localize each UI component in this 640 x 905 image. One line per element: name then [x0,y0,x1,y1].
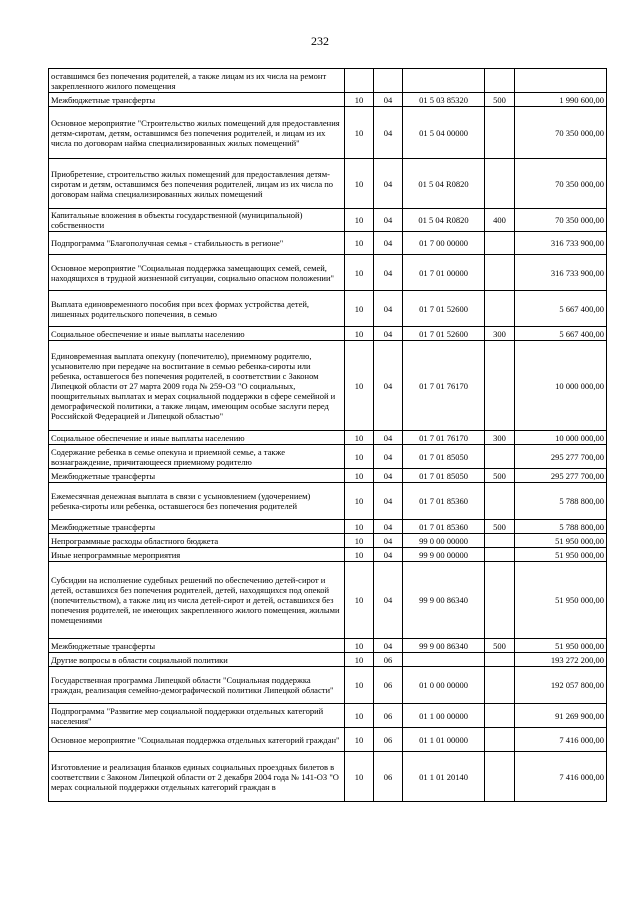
row-name-cell: Другие вопросы в области социальной политики [49,653,345,667]
row-amount-cell: 5 788 800,00 [515,520,607,534]
row-subsection-cell: 04 [374,431,403,445]
table-row [49,209,607,232]
row-name-cell: Содержание ребенка в семье опекуна и приемной семье, а также вознаграждение, причитающееся приемному родителю [49,445,345,469]
row-name-cell: Основное мероприятие "Социальная поддержка отдельных категорий граждан" [49,728,345,752]
row-target-article-cell: 01 7 00 00000 [403,232,485,255]
table-row [49,341,607,431]
row-section-cell: 10 [345,431,374,445]
row-subsection-cell: 04 [374,327,403,341]
row-section-cell: 10 [345,667,374,704]
row-expense-type-cell [485,159,515,209]
table-row [49,704,607,728]
row-target-article-cell: 01 7 01 85050 [403,469,485,483]
table-row [49,291,607,327]
row-subsection-cell: 06 [374,728,403,752]
row-expense-type-cell [485,548,515,562]
row-subsection-cell: 04 [374,562,403,639]
row-amount-cell: 51 950 000,00 [515,548,607,562]
row-expense-type-cell [485,728,515,752]
row-amount-cell: 5 667 400,00 [515,291,607,327]
row-name-cell: Изготовление и реализация бланков единых социальных проездных билетов в соответствии с Законом Липецкой области от 2 декабря 2004 года № 141-ОЗ "О мерах социальной поддержки отдельных категорий граждан в [49,752,345,802]
table-row [49,653,607,667]
row-subsection-cell: 04 [374,291,403,327]
row-name-cell: Основное мероприятие "Строительство жилых помещений для предоставления детям-сиротам, детям, оставшимся без попечения родителей, и лицам из их числа по договорам найма специализированных жилых помещений" [49,107,345,159]
row-subsection-cell: 04 [374,469,403,483]
row-section-cell: 10 [345,469,374,483]
row-subsection-cell: 06 [374,667,403,704]
row-target-article-cell: 99 9 00 86340 [403,562,485,639]
row-expense-type-cell [485,107,515,159]
row-amount-cell: 10 000 000,00 [515,431,607,445]
row-target-article-cell: 01 7 01 85360 [403,520,485,534]
row-amount-cell [515,69,607,93]
row-expense-type-cell [485,341,515,431]
budget-table [48,68,607,802]
row-target-article-cell: 01 1 00 00000 [403,704,485,728]
table-row [49,483,607,520]
table-row [49,93,607,107]
row-subsection-cell: 04 [374,548,403,562]
row-subsection-cell: 04 [374,159,403,209]
row-expense-type-cell: 500 [485,469,515,483]
row-section-cell: 10 [345,548,374,562]
row-name-cell: Капитальные вложения в объекты государственной (муниципальной) собственности [49,209,345,232]
row-name-cell: Межбюджетные трансферты [49,520,345,534]
row-expense-type-cell: 400 [485,209,515,232]
row-expense-type-cell: 500 [485,93,515,107]
row-expense-type-cell [485,752,515,802]
table-row [49,232,607,255]
row-name-cell: Социальное обеспечение и иные выплаты населению [49,327,345,341]
row-subsection-cell: 04 [374,534,403,548]
row-expense-type-cell [485,445,515,469]
row-subsection-cell: 04 [374,107,403,159]
row-subsection-cell: 04 [374,232,403,255]
row-section-cell: 10 [345,483,374,520]
table-row [49,548,607,562]
table-row [49,445,607,469]
table-row [49,728,607,752]
row-name-cell: оставшимся без попечения родителей, а также лицам из их числа на ремонт закрепленного жилого помещения [49,69,345,93]
row-target-article-cell: 01 7 01 52600 [403,291,485,327]
row-amount-cell: 5 788 800,00 [515,483,607,520]
row-amount-cell: 192 057 800,00 [515,667,607,704]
row-amount-cell: 295 277 700,00 [515,445,607,469]
row-target-article-cell: 01 7 01 52600 [403,327,485,341]
row-name-cell: Основное мероприятие "Социальная поддержка замещающих семей, семей, находящихся в трудной жизненной ситуации, социально опасном положении" [49,255,345,291]
row-section-cell: 10 [345,728,374,752]
row-amount-cell: 70 350 000,00 [515,209,607,232]
row-expense-type-cell [485,653,515,667]
budget-table-body [49,69,607,802]
row-expense-type-cell: 500 [485,639,515,653]
table-row [49,752,607,802]
row-amount-cell: 193 272 200,00 [515,653,607,667]
row-amount-cell: 295 277 700,00 [515,469,607,483]
table-row [49,534,607,548]
row-expense-type-cell [485,562,515,639]
row-section-cell: 10 [345,159,374,209]
row-amount-cell: 91 269 900,00 [515,704,607,728]
row-expense-type-cell: 300 [485,431,515,445]
row-section-cell: 10 [345,520,374,534]
row-amount-cell: 70 350 000,00 [515,159,607,209]
row-name-cell: Субсидии на исполнение судебных решений по обеспечению детей-сирот и детей, оставшихся без попечения родителей, детей, находящихся под опекой (попечительством), а также лиц из числа детей-сирот и детей, оставшихся без попечения родителей, не имеющих закрепленного жилого помещения, жилыми помещениями [49,562,345,639]
row-name-cell: Социальное обеспечение и иные выплаты населению [49,431,345,445]
row-section-cell: 10 [345,653,374,667]
row-subsection-cell: 06 [374,704,403,728]
row-target-article-cell: 01 5 04 R0820 [403,209,485,232]
row-section-cell: 10 [345,107,374,159]
row-name-cell: Иные непрограммные мероприятия [49,548,345,562]
table-row [49,159,607,209]
row-expense-type-cell: 500 [485,520,515,534]
row-amount-cell: 316 733 900,00 [515,255,607,291]
row-target-article-cell: 01 0 00 00000 [403,667,485,704]
row-expense-type-cell [485,534,515,548]
row-subsection-cell: 04 [374,341,403,431]
row-amount-cell: 51 950 000,00 [515,562,607,639]
table-row [49,667,607,704]
row-name-cell: Непрограммные расходы областного бюджета [49,534,345,548]
row-section-cell: 10 [345,255,374,291]
row-name-cell: Государственная программа Липецкой области "Социальная поддержка граждан, реализация семейно-демографической политики Липецкой области" [49,667,345,704]
row-subsection-cell: 04 [374,520,403,534]
row-section-cell [345,69,374,93]
row-section-cell: 10 [345,534,374,548]
row-section-cell: 10 [345,752,374,802]
table-row [49,327,607,341]
row-expense-type-cell [485,667,515,704]
table-row [49,255,607,291]
row-expense-type-cell [485,483,515,520]
row-expense-type-cell [485,255,515,291]
row-expense-type-cell [485,69,515,93]
row-target-article-cell: 01 7 01 76170 [403,341,485,431]
row-amount-cell: 5 667 400,00 [515,327,607,341]
row-name-cell: Подпрограмма "Благополучная семья - стабильность в регионе" [49,232,345,255]
row-target-article-cell: 01 7 01 00000 [403,255,485,291]
row-expense-type-cell [485,232,515,255]
row-name-cell: Межбюджетные трансферты [49,469,345,483]
row-target-article-cell [403,69,485,93]
table-row [49,469,607,483]
row-section-cell: 10 [345,209,374,232]
row-name-cell: Ежемесячная денежная выплата в связи с усыновлением (удочерением) ребенка-сироты или ребенка, оставшегося без попечения родителей [49,483,345,520]
row-target-article-cell: 01 7 01 85360 [403,483,485,520]
row-section-cell: 10 [345,562,374,639]
row-amount-cell: 70 350 000,00 [515,107,607,159]
table-row [49,639,607,653]
row-expense-type-cell [485,291,515,327]
row-amount-cell: 51 950 000,00 [515,534,607,548]
row-name-cell: Единовременная выплата опекуну (попечителю), приемному родителю, усыновителю при передаче на воспитание в семью ребенка-сироты или ребенка, оставшегося без попечения родителей, в соответствии с Законом Липецкой области от 27 марта 2009 года № 259-ОЗ "О социальных, поощрительных выплатах и мерах социальной поддержки в сфере семейной и демографической политики, а также лицам, имеющим особые заслуги перед Российской Федерацией и Липецкой областью" [49,341,345,431]
row-target-article-cell: 01 5 04 00000 [403,107,485,159]
row-expense-type-cell [485,704,515,728]
row-section-cell: 10 [345,232,374,255]
row-subsection-cell: 06 [374,653,403,667]
page-number: 232 [311,34,329,48]
row-amount-cell: 7 416 000,00 [515,728,607,752]
row-target-article-cell: 01 7 01 85050 [403,445,485,469]
row-target-article-cell: 01 5 03 85320 [403,93,485,107]
table-row [49,431,607,445]
row-name-cell: Выплата единовременного пособия при всех формах устройства детей, лишенных родительского попечения, в семью [49,291,345,327]
row-amount-cell: 1 990 600,00 [515,93,607,107]
table-row [49,107,607,159]
row-section-cell: 10 [345,445,374,469]
row-section-cell: 10 [345,291,374,327]
row-amount-cell: 316 733 900,00 [515,232,607,255]
table-row [49,562,607,639]
table-row [49,520,607,534]
row-target-article-cell: 99 0 00 00000 [403,534,485,548]
row-name-cell: Подпрограмма "Развитие мер социальной поддержки отдельных категорий населения" [49,704,345,728]
table-row [49,69,607,93]
row-target-article-cell: 99 9 00 86340 [403,639,485,653]
row-amount-cell: 51 950 000,00 [515,639,607,653]
row-target-article-cell: 01 5 04 R0820 [403,159,485,209]
row-subsection-cell: 04 [374,445,403,469]
row-name-cell: Приобретение, строительство жилых помещений для предоставления детям-сиротам и детям, оставшимся без попечения родителей, лицам из их числа по договорам найма специализированных жилых помещений [49,159,345,209]
row-section-cell: 10 [345,639,374,653]
row-subsection-cell: 04 [374,209,403,232]
row-name-cell: Межбюджетные трансферты [49,93,345,107]
row-target-article-cell: 99 9 00 00000 [403,548,485,562]
row-expense-type-cell: 300 [485,327,515,341]
row-section-cell: 10 [345,327,374,341]
row-name-cell: Межбюджетные трансферты [49,639,345,653]
row-amount-cell: 7 416 000,00 [515,752,607,802]
row-section-cell: 10 [345,93,374,107]
row-section-cell: 10 [345,341,374,431]
row-target-article-cell: 01 7 01 76170 [403,431,485,445]
row-amount-cell: 10 000 000,00 [515,341,607,431]
row-subsection-cell [374,69,403,93]
row-subsection-cell: 04 [374,639,403,653]
row-subsection-cell: 04 [374,93,403,107]
row-target-article-cell [403,653,485,667]
row-subsection-cell: 04 [374,255,403,291]
row-target-article-cell: 01 1 01 00000 [403,728,485,752]
row-section-cell: 10 [345,704,374,728]
row-subsection-cell: 04 [374,483,403,520]
row-subsection-cell: 06 [374,752,403,802]
row-target-article-cell: 01 1 01 20140 [403,752,485,802]
